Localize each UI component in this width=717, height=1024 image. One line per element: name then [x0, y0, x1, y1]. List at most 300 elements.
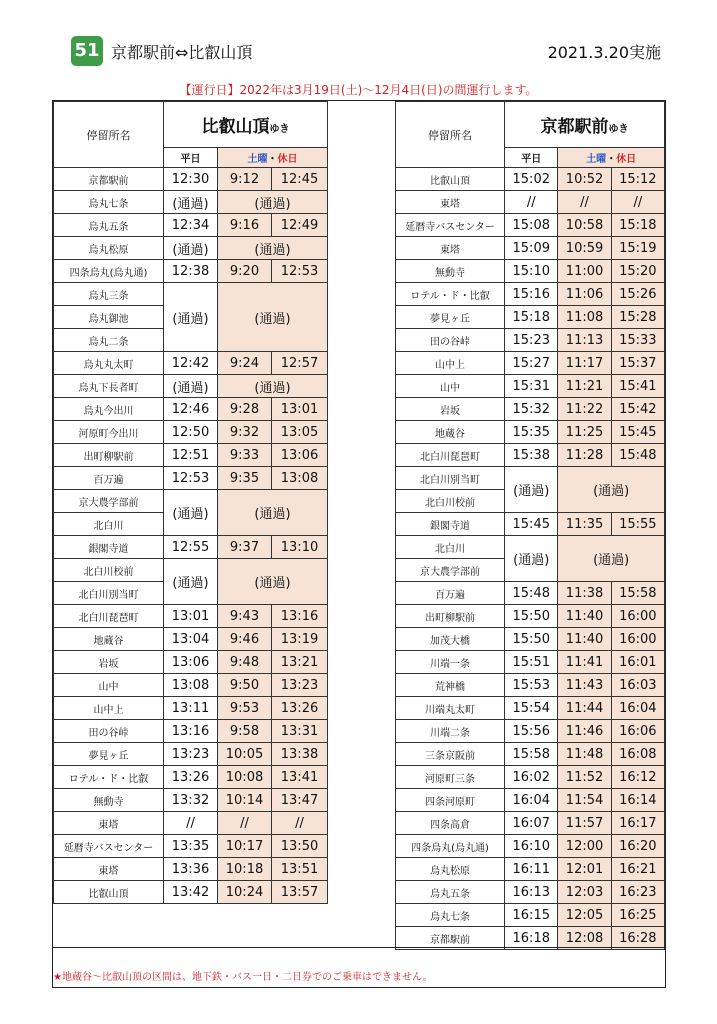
- saturday-time: 9:37: [218, 536, 272, 559]
- timetable-row: [54, 674, 328, 697]
- holiday-time: 16:01: [611, 651, 664, 674]
- timetable-row: [396, 306, 665, 329]
- outbound-timetable: [53, 101, 328, 904]
- saturday-time: 9:24: [218, 352, 272, 375]
- stop-name: 烏丸御池: [54, 306, 164, 329]
- stop-name: 烏丸今出川: [54, 398, 164, 421]
- stop-name: 夢見ヶ丘: [54, 743, 164, 766]
- header-row: [396, 102, 665, 148]
- stop-name: 四条烏丸(烏丸通): [396, 835, 505, 858]
- saturday-time: 12:05: [558, 904, 611, 927]
- stop-name: 地蔵谷: [396, 421, 505, 444]
- saturday-time: 9:28: [218, 398, 272, 421]
- footnote-divider: [53, 947, 665, 948]
- saturday-time: 12:01: [558, 858, 611, 881]
- stop-name: 百万遍: [396, 582, 505, 605]
- stop-name: 四条烏丸(烏丸通): [54, 260, 164, 283]
- weekday-time: 15:48: [505, 582, 558, 605]
- header-row: [54, 102, 328, 148]
- weekend-time: (通過): [218, 559, 328, 605]
- timetable-row: [396, 582, 665, 605]
- stop-name: 川端二条: [396, 720, 505, 743]
- saturday-time: 11:35: [558, 513, 611, 536]
- holiday-time: 15:26: [611, 283, 664, 306]
- stop-name: 銀閣寺道: [54, 536, 164, 559]
- timetable-row: [396, 513, 665, 536]
- weekday-time: (通過): [164, 559, 218, 605]
- weekday-time: 15:35: [505, 421, 558, 444]
- weekday-time: 12:55: [164, 536, 218, 559]
- timetable-row: [396, 398, 665, 421]
- weekday-time: 12:30: [164, 168, 218, 191]
- holiday-time: 15:58: [611, 582, 664, 605]
- timetable-row: [54, 789, 328, 812]
- holiday-time: 13:41: [272, 766, 328, 789]
- holiday-time: 16:08: [611, 743, 664, 766]
- stop-name: 東塔: [54, 858, 164, 881]
- weekday-time: 16:11: [505, 858, 558, 881]
- weekday-time: 13:16: [164, 720, 218, 743]
- stop-name: 田の谷峠: [54, 720, 164, 743]
- holiday-time: 15:45: [611, 421, 664, 444]
- holiday-time: 16:00: [611, 628, 664, 651]
- holiday-time: 15:42: [611, 398, 664, 421]
- holiday-time: 13:47: [272, 789, 328, 812]
- weekday-time: 15:08: [505, 214, 558, 237]
- holiday-time: 15:18: [611, 214, 664, 237]
- saturday-time: 9:12: [218, 168, 272, 191]
- saturday-time: 9:58: [218, 720, 272, 743]
- stop-name: 京大農学部前: [396, 559, 505, 582]
- timetable-row: [54, 191, 328, 214]
- timetable-row: [54, 467, 328, 490]
- stop-name: 東塔: [396, 237, 505, 260]
- saturday-time: 9:43: [218, 605, 272, 628]
- weekday-time: 13:01: [164, 605, 218, 628]
- stop-name: 河原町三条: [396, 766, 505, 789]
- saturday-time: 10:24: [218, 881, 272, 904]
- weekday-header: 平日: [505, 148, 558, 168]
- holiday-time: 16:23: [611, 881, 664, 904]
- timetable-row: [396, 444, 665, 467]
- stop-name: 出町柳駅前: [396, 605, 505, 628]
- weekday-time: 15:51: [505, 651, 558, 674]
- stop-name: 京都駅前: [396, 927, 505, 950]
- saturday-time: 11:13: [558, 329, 611, 352]
- stop-name: 北白川別当町: [396, 467, 505, 490]
- timetable-row: [54, 490, 328, 513]
- timetable-row: [54, 651, 328, 674]
- stop-name: 烏丸五条: [396, 881, 505, 904]
- saturday-label: 土曜: [247, 154, 268, 165]
- holiday-time: 15:33: [611, 329, 664, 352]
- weekday-time: 13:11: [164, 697, 218, 720]
- destination-header: [164, 102, 328, 148]
- weekday-time: (通過): [505, 536, 558, 582]
- inbound-timetable: [395, 101, 665, 950]
- stop-name: ロテル・ド・比叡: [396, 283, 505, 306]
- timetable-row: [396, 260, 665, 283]
- stop-name: 川端一条: [396, 651, 505, 674]
- weekday-time: 13:35: [164, 835, 218, 858]
- weekday-time: 15:09: [505, 237, 558, 260]
- stop-name: 田の谷峠: [396, 329, 505, 352]
- weekday-time: 16:02: [505, 766, 558, 789]
- stop-name: 北白川: [396, 536, 505, 559]
- saturday-time: 9:35: [218, 467, 272, 490]
- holiday-time: 13:26: [272, 697, 328, 720]
- saturday-time: 12:00: [558, 835, 611, 858]
- saturday-time: 10:17: [218, 835, 272, 858]
- holiday-time: 13:06: [272, 444, 328, 467]
- weekday-time: 12:34: [164, 214, 218, 237]
- holiday-time: 13:01: [272, 398, 328, 421]
- timetable-row: [396, 329, 665, 352]
- stop-name: ロテル・ド・比叡: [54, 766, 164, 789]
- weekday-time: (通過): [164, 237, 218, 260]
- weekday-time: 16:10: [505, 835, 558, 858]
- timetable-row: [396, 191, 665, 214]
- stop-name: 加茂大橋: [396, 628, 505, 651]
- saturday-time: 11:46: [558, 720, 611, 743]
- weekday-time: 12:50: [164, 421, 218, 444]
- holiday-time: 12:57: [272, 352, 328, 375]
- weekday-time: 15:31: [505, 375, 558, 398]
- timetable-row: [54, 283, 328, 306]
- saturday-time: 9:20: [218, 260, 272, 283]
- holiday-time: 16:12: [611, 766, 664, 789]
- timetable-row: [396, 237, 665, 260]
- stop-name: 無動寺: [396, 260, 505, 283]
- saturday-time: 11:40: [558, 628, 611, 651]
- holiday-time: 16:03: [611, 674, 664, 697]
- timetable-row: [396, 605, 665, 628]
- timetable-row: [396, 858, 665, 881]
- timetable-row: [396, 651, 665, 674]
- holiday-time: 15:12: [611, 168, 664, 191]
- saturday-time: 11:38: [558, 582, 611, 605]
- holiday-time: 15:19: [611, 237, 664, 260]
- weekend-time: (通過): [218, 283, 328, 352]
- weekday-time: 16:15: [505, 904, 558, 927]
- timetable-row: [54, 260, 328, 283]
- stop-name: 北白川: [54, 513, 164, 536]
- stop-name: 東塔: [54, 812, 164, 835]
- stop-name: 荒神橋: [396, 674, 505, 697]
- footnote: ★地蔵谷～比叡山頂の区間は、地下鉄・バス一日・二日券でのご乗車はできません。: [53, 972, 433, 983]
- weekday-time: 15:38: [505, 444, 558, 467]
- timetable-row: [396, 789, 665, 812]
- holiday-time: 13:51: [272, 858, 328, 881]
- weekday-time: 16:18: [505, 927, 558, 950]
- stop-name: 北白川校前: [54, 559, 164, 582]
- holiday-time: 13:16: [272, 605, 328, 628]
- stop-name: 四条河原町: [396, 789, 505, 812]
- saturday-time: 11:00: [558, 260, 611, 283]
- saturday-time: 11:25: [558, 421, 611, 444]
- timetable-row: [54, 444, 328, 467]
- holiday-time: 15:37: [611, 352, 664, 375]
- timetable-row: [396, 904, 665, 927]
- holiday-time: 16:06: [611, 720, 664, 743]
- weekday-time: 16:13: [505, 881, 558, 904]
- weekday-time: 15:32: [505, 398, 558, 421]
- holiday-time: 16:21: [611, 858, 664, 881]
- weekday-time: 15:23: [505, 329, 558, 352]
- weekday-time: (通過): [164, 191, 218, 214]
- holiday-time: 16:25: [611, 904, 664, 927]
- weekend-time: (通過): [558, 467, 665, 513]
- saturday-time: 11:52: [558, 766, 611, 789]
- holiday-time: 13:50: [272, 835, 328, 858]
- timetable-row: [396, 214, 665, 237]
- holiday-time: 13:19: [272, 628, 328, 651]
- timetable-row: [396, 628, 665, 651]
- destination-suffix: ゆき: [269, 124, 290, 135]
- holiday-time: 16:04: [611, 697, 664, 720]
- saturday-time: 10:59: [558, 237, 611, 260]
- holiday-time: 12:49: [272, 214, 328, 237]
- timetable-row: [54, 605, 328, 628]
- stop-name: 銀閣寺道: [396, 513, 505, 536]
- saturday-time: 10:58: [558, 214, 611, 237]
- separator-dot: ・: [606, 154, 617, 165]
- timetable-row: [54, 398, 328, 421]
- timetable-row: [54, 858, 328, 881]
- stop-name: 比叡山頂: [396, 168, 505, 191]
- timetable-row: [396, 421, 665, 444]
- holiday-time: 15:20: [611, 260, 664, 283]
- stop-name: 岩坂: [396, 398, 505, 421]
- weekday-time: 13:06: [164, 651, 218, 674]
- timetable-row: [396, 375, 665, 398]
- holiday-label: 休日: [616, 154, 637, 165]
- stop-column-header: 停留所名: [54, 102, 164, 168]
- stop-name: 延暦寺バスセンター: [396, 214, 505, 237]
- holiday-time: 13:10: [272, 536, 328, 559]
- timetable-row: [396, 674, 665, 697]
- holiday-time: 13:05: [272, 421, 328, 444]
- stop-name: 烏丸下長者町: [54, 375, 164, 398]
- weekend-time: (通過): [218, 191, 328, 214]
- saturday-time: 11:40: [558, 605, 611, 628]
- saturday-time: 9:46: [218, 628, 272, 651]
- timetable-row: [54, 812, 328, 835]
- saturday-time: 9:48: [218, 651, 272, 674]
- weekday-header: 平日: [164, 148, 218, 168]
- weekday-time: 15:16: [505, 283, 558, 306]
- stop-name: 北白川別当町: [54, 582, 164, 605]
- stop-name: 岩坂: [54, 651, 164, 674]
- saturday-time: 9:50: [218, 674, 272, 697]
- holiday-time: 13:08: [272, 467, 328, 490]
- holiday-time: 13:23: [272, 674, 328, 697]
- saturday-time: //: [558, 191, 611, 214]
- stop-name: 烏丸五条: [54, 214, 164, 237]
- stop-name: 京都駅前: [54, 168, 164, 191]
- timetable-row: [54, 720, 328, 743]
- holiday-time: 12:53: [272, 260, 328, 283]
- saturday-time: 11:54: [558, 789, 611, 812]
- holiday-time: 16:14: [611, 789, 664, 812]
- saturday-label: 土曜: [586, 154, 607, 165]
- saturday-time: 10:18: [218, 858, 272, 881]
- weekday-time: 15:58: [505, 743, 558, 766]
- saturday-time: 11:06: [558, 283, 611, 306]
- stop-name: 烏丸二条: [54, 329, 164, 352]
- weekday-time: 13:32: [164, 789, 218, 812]
- weekday-time: 13:42: [164, 881, 218, 904]
- holiday-time: 16:00: [611, 605, 664, 628]
- destination-name: 比叡山頂: [201, 117, 270, 137]
- holiday-time: 15:55: [611, 513, 664, 536]
- stop-name: 山中上: [54, 697, 164, 720]
- stop-column-header: 停留所名: [396, 102, 505, 168]
- timetable-row: [54, 559, 328, 582]
- weekday-time: 13:04: [164, 628, 218, 651]
- timetable-row: [54, 628, 328, 651]
- weekday-time: (通過): [164, 375, 218, 398]
- saturday-time: 10:52: [558, 168, 611, 191]
- timetable-row: [396, 743, 665, 766]
- saturday-time: 11:57: [558, 812, 611, 835]
- holiday-time: 16:28: [611, 927, 664, 950]
- weekend-header: [558, 148, 665, 168]
- timetable-row: [396, 812, 665, 835]
- timetable-row: [396, 720, 665, 743]
- holiday-label: 休日: [277, 154, 298, 165]
- holiday-time: 13:57: [272, 881, 328, 904]
- stop-name: 東塔: [396, 191, 505, 214]
- holiday-time: 15:41: [611, 375, 664, 398]
- saturday-time: 12:08: [558, 927, 611, 950]
- weekday-time: 12:46: [164, 398, 218, 421]
- weekday-time: (通過): [164, 283, 218, 352]
- weekday-time: 15:27: [505, 352, 558, 375]
- saturday-time: 9:32: [218, 421, 272, 444]
- weekday-time: //: [164, 812, 218, 835]
- timetable-row: [54, 168, 328, 191]
- saturday-time: 11:41: [558, 651, 611, 674]
- weekday-time: 12:38: [164, 260, 218, 283]
- weekday-time: 15:54: [505, 697, 558, 720]
- weekend-time: (通過): [558, 536, 665, 582]
- holiday-time: 13:38: [272, 743, 328, 766]
- weekday-time: 16:04: [505, 789, 558, 812]
- holiday-time: 13:21: [272, 651, 328, 674]
- weekday-time: 12:42: [164, 352, 218, 375]
- saturday-time: 11:48: [558, 743, 611, 766]
- weekday-time: 15:50: [505, 605, 558, 628]
- timetable-row: [54, 536, 328, 559]
- weekend-time: (通過): [218, 490, 328, 536]
- saturday-time: 9:16: [218, 214, 272, 237]
- stop-name: 北白川琵琶町: [396, 444, 505, 467]
- holiday-time: 13:31: [272, 720, 328, 743]
- timetable-row: [396, 835, 665, 858]
- saturday-time: 10:14: [218, 789, 272, 812]
- weekday-time: //: [505, 191, 558, 214]
- holiday-time: 16:17: [611, 812, 664, 835]
- stop-name: 烏丸松原: [54, 237, 164, 260]
- timetable-frame: [52, 100, 666, 988]
- saturday-time: //: [218, 812, 272, 835]
- timetable-row: [54, 375, 328, 398]
- stop-name: 出町柳駅前: [54, 444, 164, 467]
- stop-name: 烏丸松原: [396, 858, 505, 881]
- timetable-row: [396, 766, 665, 789]
- stop-name: 山中: [396, 375, 505, 398]
- weekend-time: (通過): [218, 237, 328, 260]
- route-number-badge: 51: [71, 36, 103, 66]
- stop-name: 烏丸三条: [54, 283, 164, 306]
- separator-dot: ・: [267, 154, 278, 165]
- route-name: 京都駅前⇔比叡山頂: [111, 43, 253, 62]
- holiday-time: //: [611, 191, 664, 214]
- stop-name: 四条高倉: [396, 812, 505, 835]
- timetable-row: [54, 352, 328, 375]
- weekday-time: 15:02: [505, 168, 558, 191]
- stop-name: 烏丸七条: [54, 191, 164, 214]
- stop-name: 地蔵谷: [54, 628, 164, 651]
- stop-name: 百万遍: [54, 467, 164, 490]
- timetable-row: [396, 881, 665, 904]
- timetable-row: [54, 743, 328, 766]
- stop-name: 山中上: [396, 352, 505, 375]
- stop-name: 河原町今出川: [54, 421, 164, 444]
- saturday-time: 11:21: [558, 375, 611, 398]
- stop-name: 北白川琵琶町: [54, 605, 164, 628]
- weekday-time: 15:10: [505, 260, 558, 283]
- weekday-time: 16:07: [505, 812, 558, 835]
- weekday-time: 15:50: [505, 628, 558, 651]
- saturday-time: 10:08: [218, 766, 272, 789]
- weekday-time: 15:18: [505, 306, 558, 329]
- saturday-time: 11:43: [558, 674, 611, 697]
- saturday-time: 12:03: [558, 881, 611, 904]
- holiday-time: 12:45: [272, 168, 328, 191]
- saturday-time: 9:33: [218, 444, 272, 467]
- timetable-row: [396, 536, 665, 559]
- weekday-time: 13:36: [164, 858, 218, 881]
- timetable-row: [396, 697, 665, 720]
- timetable-row: [396, 168, 665, 191]
- saturday-time: 10:05: [218, 743, 272, 766]
- destination-header: [505, 102, 665, 148]
- weekday-time: 15:53: [505, 674, 558, 697]
- operation-notice: 【運行日】2022年は3月19日(土)～12月4日(日)の間運行します。: [179, 83, 538, 97]
- timetable-row: [54, 835, 328, 858]
- saturday-time: 11:17: [558, 352, 611, 375]
- stop-name: 山中: [54, 674, 164, 697]
- weekday-time: 13:23: [164, 743, 218, 766]
- holiday-time: 15:48: [611, 444, 664, 467]
- timetable-row: [54, 766, 328, 789]
- holiday-time: //: [272, 812, 328, 835]
- weekday-time: 12:51: [164, 444, 218, 467]
- weekday-time: 15:45: [505, 513, 558, 536]
- timetable-row: [396, 352, 665, 375]
- weekend-time: (通過): [218, 375, 328, 398]
- weekday-time: (通過): [505, 467, 558, 513]
- weekend-header: [218, 148, 328, 168]
- stop-name: 烏丸七条: [396, 904, 505, 927]
- timetable-row: [54, 697, 328, 720]
- weekday-time: 13:08: [164, 674, 218, 697]
- stop-name: 比叡山頂: [54, 881, 164, 904]
- destination-name: 京都駅前: [540, 117, 609, 137]
- stop-name: 烏丸丸太町: [54, 352, 164, 375]
